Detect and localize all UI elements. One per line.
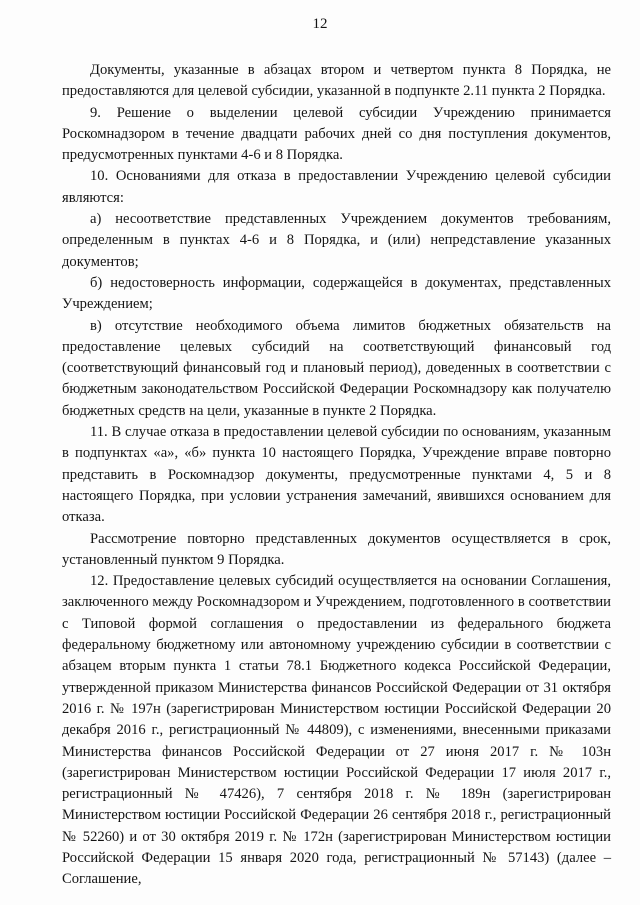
paragraph-documents-not-provided: Документы, указанные в абзацах втором и четвертом пункта 8 Порядка, не предоставляются для целевой субсидии, указанной в подпункте 2.11 пункта 2 Порядка. — [62, 62, 611, 100]
paragraph-11-refusal: 11. В случае отказа в предоставлении целевой субсидии по основаниям, указанным в подпунктах «а», «б» пункта 10 настоящего Порядка, Учреждение вправе повторно представить в Роскомнадзор документы, предусмотренные пунктами 4, 5 и 8 настоящего Порядка, при условии устранения замечаний, явившихся основанием для отказа. — [62, 424, 611, 526]
document-body — [62, 60, 611, 891]
paragraph-11-review: Рассмотрение повторно представленных документов осуществляется в срок, установленный пунктом 9 Порядка. — [62, 530, 611, 568]
paragraph-10-c: в) отсутствие необходимого объема лимитов бюджетных обязательств на предоставление целевых субсидий на соответствующий финансовый год (соответствующий финансовый год и плановый период), доведенных в соответствии с бюджетным законодательством Российской Федерации Роскомнадзору как получателю бюджетных средств на цели, указанные в пункте 2 Порядка. — [62, 317, 611, 419]
paragraph-12-agreement: 12. Предоставление целевых субсидий осуществляется на основании Соглашения, заключенного между Роскомнадзором и Учреждением, подготовленного в соответствии с Типовой формой соглашения о предоставлении из федерального бюджета федеральному бюджетному или автономному учреждению субсидии в соответствии с абзацем вторым пункта 1 статьи 78.1 Бюджетного кодекса Российской Федерации, утвержденной приказом Министерства финансов Российской Федерации от 31 октября 2016 г. № 197н (зарегистрирован Министерством юстиции Российской Федерации 20 декабря 2016 г., регистрационный № 44809), с изменениями, внесенными приказами Министерства финансов Российской Федерации от 27 июня 2017 г. № 103н (зарегистрирован Министерством юстиции Российской Федерации 17 июля 2017 г., регистрационный № 47426), 7 сентября 2018 г. № 189н (зарегистрирован Министерством юстиции Российской Федерации 26 сентября 2018 г., регистрационный № 52260) и от 30 октября 2019 г. № 172н (зарегистрирован Министерством юстиции Российской Федерации 15 января 2020 года, регистрационный № 57143) (далее – Соглашение, — [62, 573, 611, 888]
paragraph-10-b: б) недостоверность информации, содержащейся в документах, представленных Учреждением; — [62, 274, 611, 313]
paragraph-10-a: а) несоответствие представленных Учреждением документов требованиям, определенным в пунктах 4-6 и 8 Порядка, и (или) непредставление указанных документов; — [62, 211, 611, 270]
paragraph-9-decision: 9. Решение о выделении целевой субсидии Учреждению принимается Роскомнадзором в течение двадцати рабочих дней со дня поступления документов, предусмотренных пунктами 4-6 и 8 Порядка. — [62, 104, 611, 164]
paragraph-10-grounds: 10. Основаниями для отказа в предоставлении Учреждению целевой субсидии являются: — [62, 168, 611, 206]
page-number: 12 — [312, 16, 328, 32]
